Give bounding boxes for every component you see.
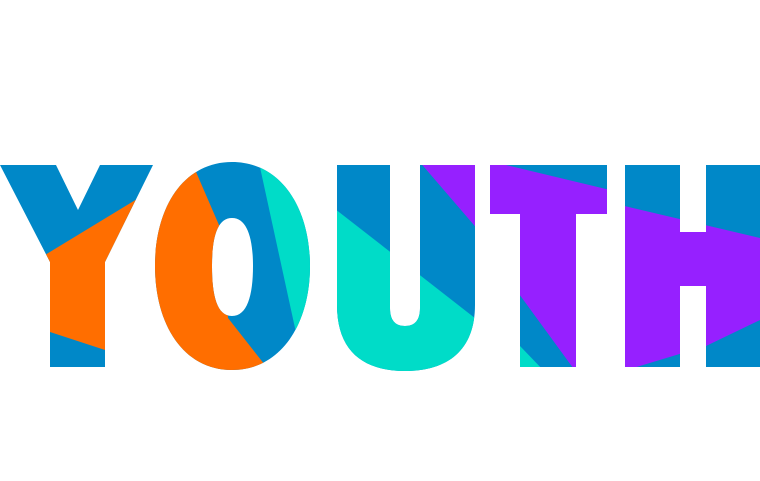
letter-h bbox=[620, 160, 760, 372]
letter-y bbox=[0, 160, 160, 375]
letter-u bbox=[330, 160, 480, 375]
letter-t bbox=[485, 160, 610, 372]
letter-o bbox=[150, 158, 315, 374]
